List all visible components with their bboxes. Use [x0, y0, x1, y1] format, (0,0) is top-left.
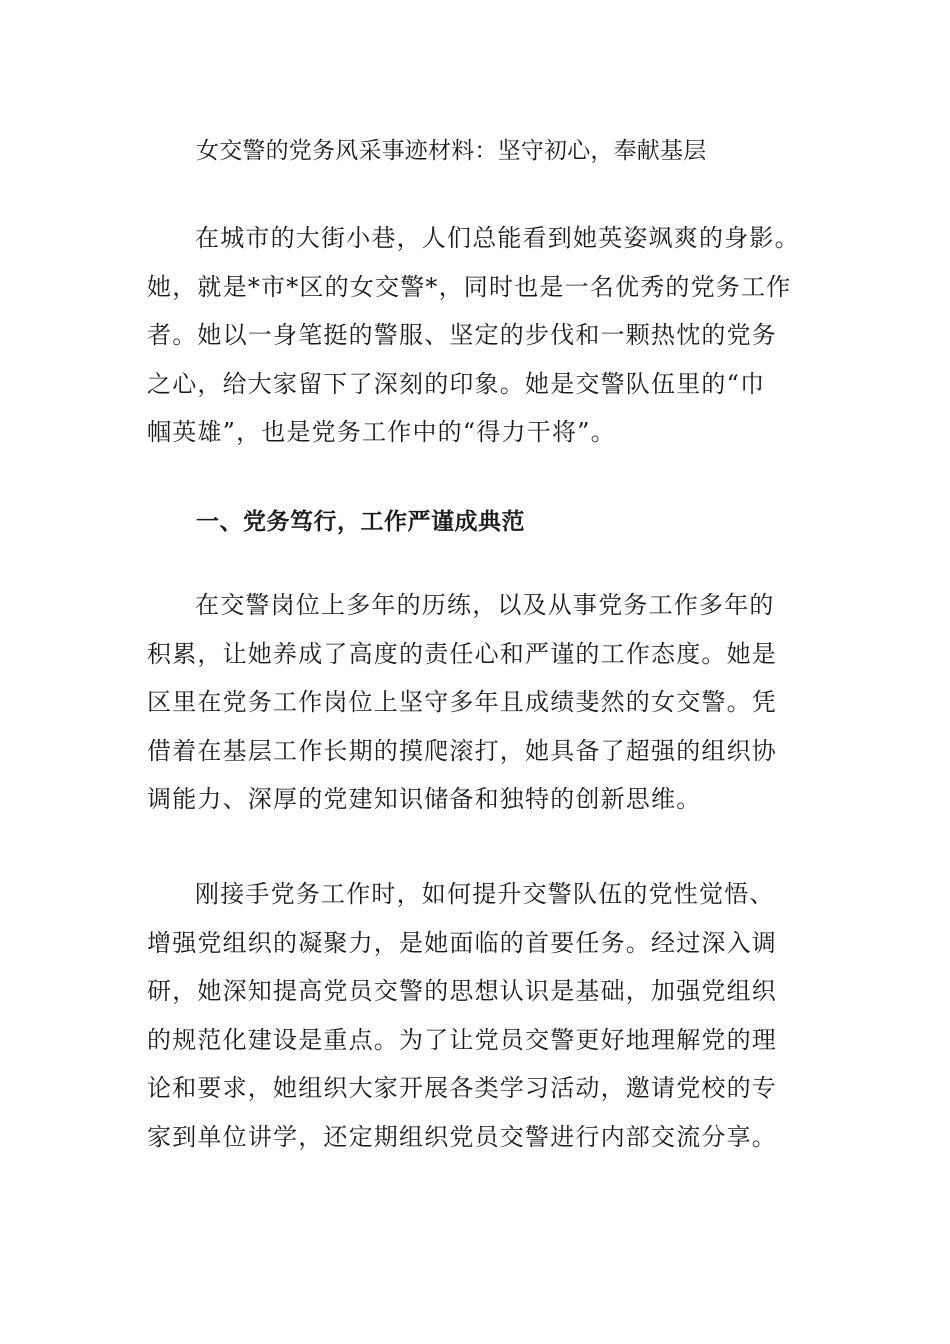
- paragraph-line: 在交警岗位上多年的历练，以及从事党务工作多年的: [195, 591, 775, 619]
- paragraph-line: 家到单位讲学，还定期组织党员交警进行内部交流分享。: [147, 1122, 777, 1151]
- paragraph-line: 增强党组织的凝聚力，是她面临的首要任务。经过深入调: [147, 928, 777, 957]
- paragraph-intro: [147, 214, 807, 457]
- paragraph-line: 借着在基层工作长期的摸爬滚打，她具备了超强的组织协: [147, 736, 777, 765]
- paragraph-line: 论和要求，她组织大家开展各类学习活动，邀请党校的专: [147, 1074, 777, 1103]
- paragraph-line: 区里在党务工作岗位上坚守多年且成绩斐然的女交警。凭: [147, 688, 777, 717]
- paragraph-line: 刚接手党务工作时，如何提升交警队伍的党性觉悟、: [195, 880, 775, 908]
- paragraph-line: 者。她以一身笔挺的警服、坚定的步伐和一颗热忱的党务: [147, 321, 777, 350]
- paragraph-line: 的规范化建设是重点。为了让党员交警更好地理解党的理: [147, 1025, 777, 1054]
- paragraph-line: 在城市的大街小巷，人们总能看到她英姿飒爽的身影。: [195, 224, 800, 252]
- paragraph-line: 调能力、深厚的党建知识储备和独特的创新思维。: [147, 785, 702, 814]
- paragraph-line: 积累，让她养成了高度的责任心和严谨的工作态度。她是: [147, 639, 777, 668]
- paragraph-section1-b: [147, 870, 807, 1162]
- paragraph-line: 之心，给大家留下了深刻的印象。她是交警队伍里的“巾: [147, 369, 766, 398]
- paragraph-section1-a: [147, 581, 807, 824]
- paragraph-line: 研，她深知提高党员交警的思想认识是基础，加强党组织: [147, 977, 777, 1006]
- paragraph-line: 帼英雄”，也是党务工作中的“得力干将”。: [147, 418, 616, 447]
- section-heading: 一、党务笃行，工作严谨成典范: [196, 508, 525, 535]
- document-title: 女交警的党务风采事迹材料：坚守初心，奉献基层: [196, 138, 707, 164]
- paragraph-line: 她，就是*市*区的女交警*，同时也是一名优秀的党务工作: [147, 272, 792, 301]
